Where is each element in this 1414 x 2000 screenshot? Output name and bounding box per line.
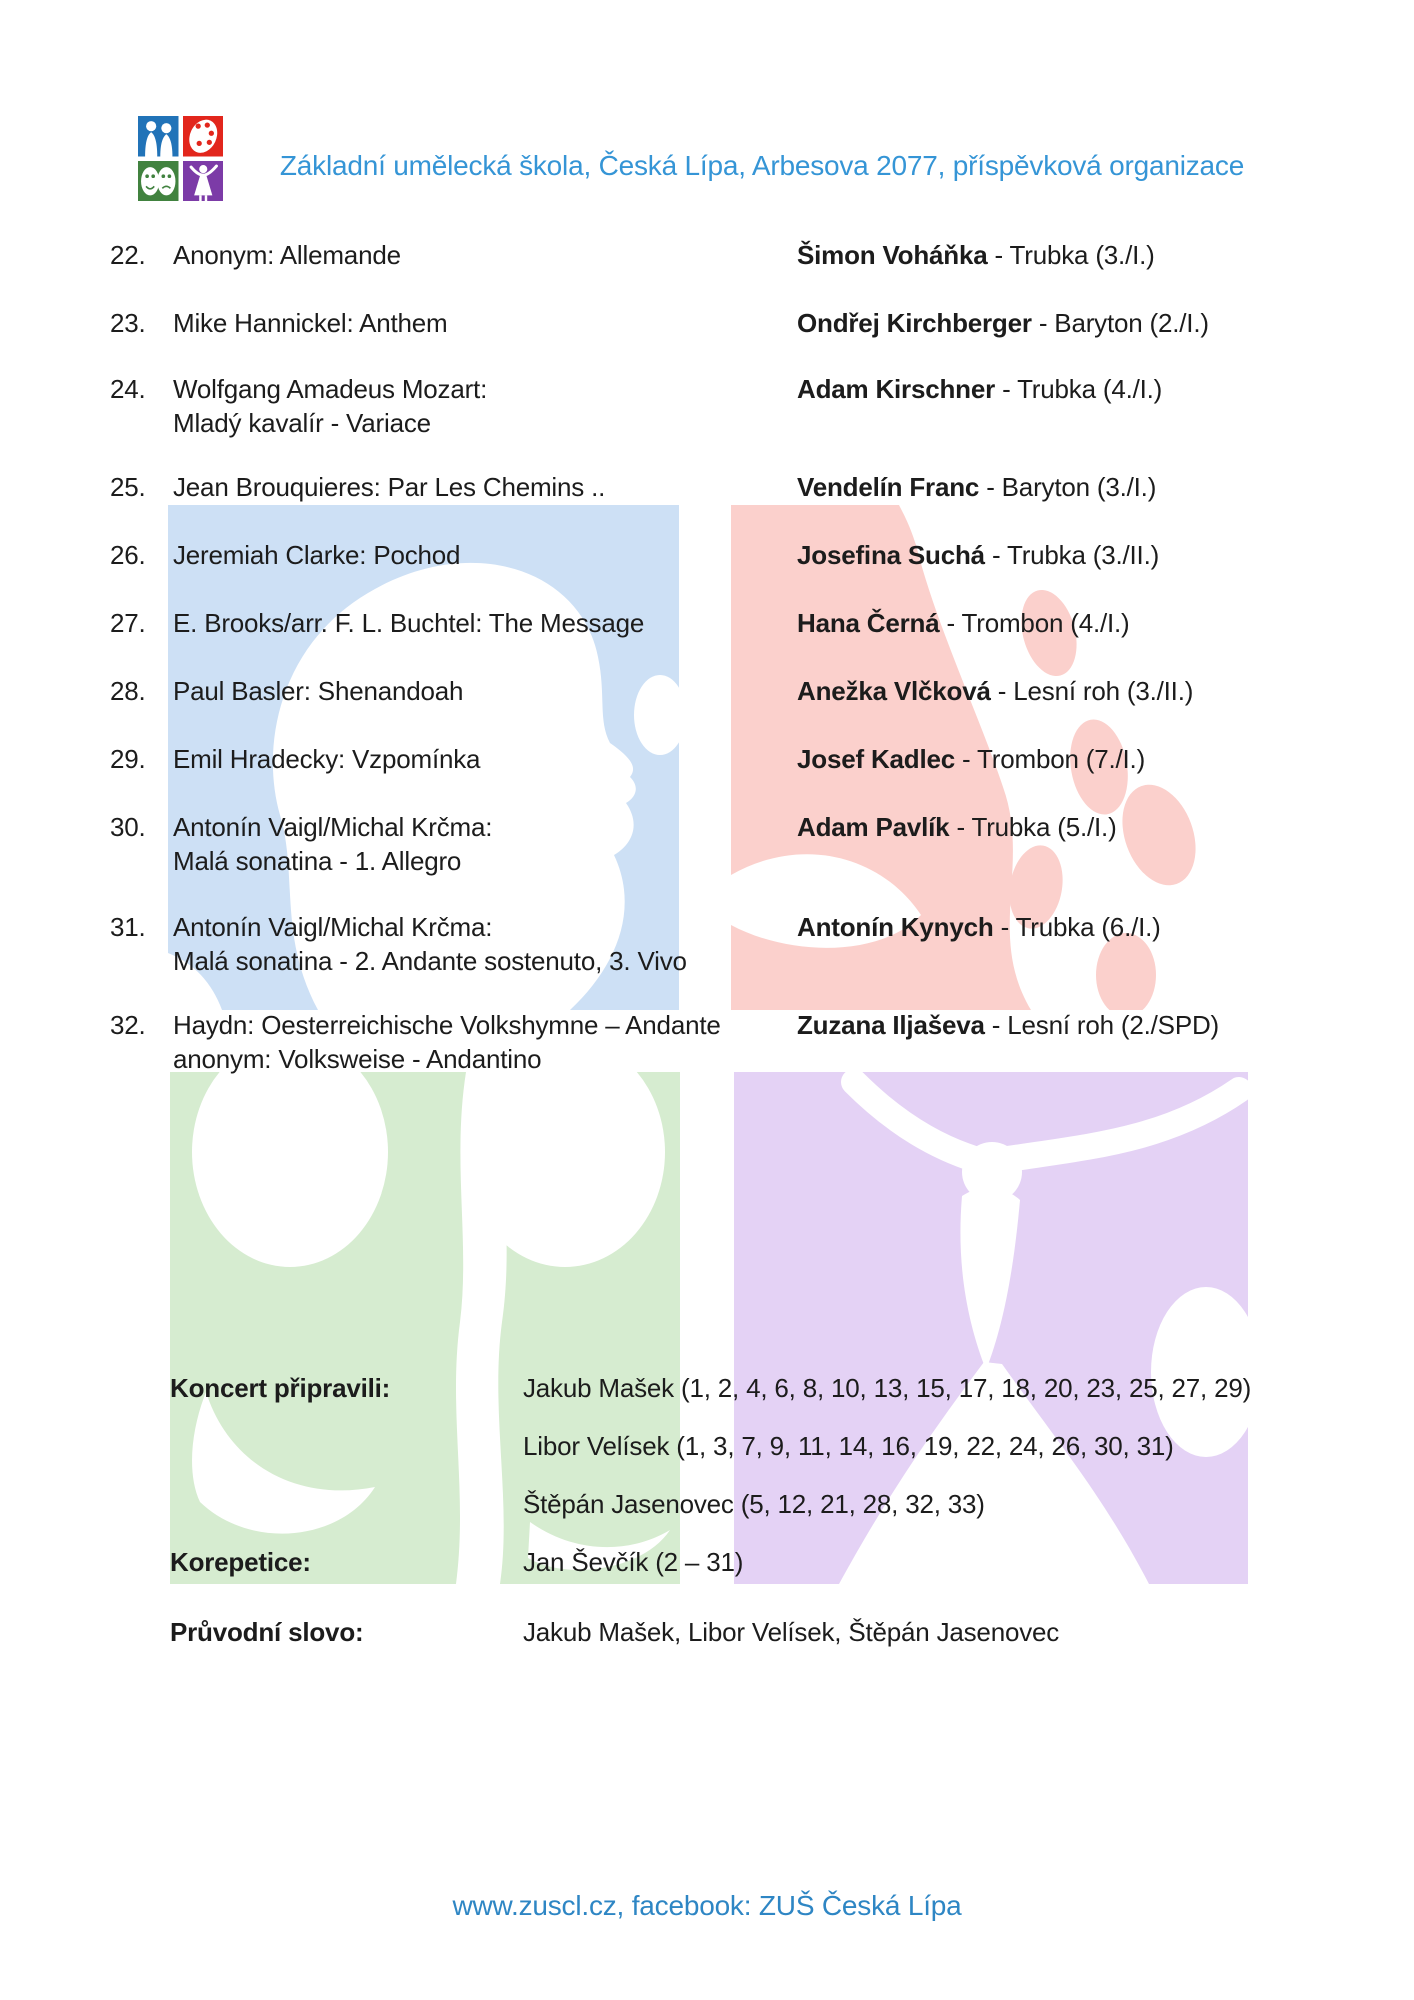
piece-title <box>173 538 803 572</box>
performer <box>797 306 1397 340</box>
performer-role: - Lesní roh (2./SPD) <box>991 1010 1219 1040</box>
credits-prepared-value-3: Štěpán Jasenovec (5, 12, 21, 28, 32, 33) <box>523 1489 985 1519</box>
piece-title <box>173 306 803 340</box>
footer-links: www.zuscl.cz, facebook: ZUŠ Česká Lípa <box>452 1890 962 1921</box>
credits-prepared-value-2: Libor Velísek (1, 3, 7, 9, 11, 14, 16, 19, 22, 24, 26, 30, 31) <box>523 1431 1174 1461</box>
performer <box>797 606 1397 640</box>
credits-korepetice-label: Korepetice: <box>170 1547 311 1577</box>
credits-prepared-label: Koncert připravili: <box>170 1373 391 1403</box>
performer <box>797 810 1397 844</box>
piece-title-line1: Anonym: Allemande <box>173 240 401 270</box>
performer-name: Adam Pavlík <box>797 812 950 842</box>
performer-role: - Trubka (3./II.) <box>991 540 1160 570</box>
credits-korepetice-value: Jan Ševčík (2 – 31) <box>523 1547 744 1577</box>
piece-title <box>173 742 803 776</box>
item-number: 27. <box>110 608 146 638</box>
piece-title <box>173 910 803 978</box>
piece-title <box>173 372 803 440</box>
item-number: 23. <box>110 308 146 338</box>
piece-title-line2: anonym: Volksweise - Andantino <box>173 1044 542 1074</box>
performer-name: Ondřej Kirchberger <box>797 308 1032 338</box>
item-number: 30. <box>110 812 146 842</box>
piece-title-line1: Haydn: Oesterreichische Volkshymne – Andante <box>173 1010 721 1040</box>
piece-title <box>173 606 803 640</box>
piece-title <box>173 810 803 878</box>
piece-title <box>173 238 803 272</box>
piece-title-line1: Wolfgang Amadeus Mozart: <box>173 374 488 404</box>
piece-title-line1: Jean Brouquieres: Par Les Chemins .. <box>173 472 606 502</box>
performer <box>797 910 1397 944</box>
performer-role: - Baryton (3./I.) <box>986 472 1157 502</box>
performer-name: Vendelín Franc <box>797 472 980 502</box>
item-number: 24. <box>110 374 146 404</box>
performer-name: Antonín Kynych <box>797 912 994 942</box>
performer-name: Josef Kadlec <box>797 744 956 774</box>
performer-name: Josefina Suchá <box>797 540 985 570</box>
performer-role: - Lesní roh (3./II.) <box>997 676 1194 706</box>
performer-role: - Trubka (4./I.) <box>1002 374 1163 404</box>
performer <box>797 238 1397 272</box>
item-number: 32. <box>110 1010 146 1040</box>
item-number: 29. <box>110 744 146 774</box>
piece-title <box>173 1008 803 1076</box>
performer-role: - Trubka (3./I.) <box>994 240 1155 270</box>
item-number: 25. <box>110 472 146 502</box>
performer <box>797 742 1397 776</box>
performer-name: Anežka Vlčková <box>797 676 991 706</box>
piece-title-line2: Malá sonatina - 1. Allegro <box>173 846 462 876</box>
performer-name: Hana Černá <box>797 608 940 638</box>
performer <box>797 674 1397 708</box>
piece-title-line1: Antonín Vaigl/Michal Krčma: <box>173 812 493 842</box>
piece-title-line1: Paul Basler: Shenandoah <box>173 676 464 706</box>
piece-title-line2: Malá sonatina - 2. Andante sostenuto, 3. Vivo <box>173 946 687 976</box>
piece-title-line1: Mike Hannickel: Anthem <box>173 308 448 338</box>
performer-role: - Trubka (6./I.) <box>1000 912 1161 942</box>
credits-prepared-value-1: Jakub Mašek (1, 2, 4, 6, 8, 10, 13, 15, 17, 18, 20, 23, 25, 27, 29) <box>523 1373 1252 1403</box>
performer <box>797 372 1397 406</box>
performer-name: Zuzana Iljaševa <box>797 1010 985 1040</box>
performer <box>797 1008 1397 1042</box>
performer-role: - Baryton (2./I.) <box>1038 308 1209 338</box>
performer <box>797 470 1397 504</box>
piece-title-line1: E. Brooks/arr. F. L. Buchtel: The Message <box>173 608 645 638</box>
item-number: 31. <box>110 912 146 942</box>
item-number: 28. <box>110 676 146 706</box>
performer-name: Adam Kirschner <box>797 374 996 404</box>
performer-role: - Trombon (4./I.) <box>946 608 1130 638</box>
performer-role: - Trombon (7./I.) <box>962 744 1146 774</box>
item-number: 26. <box>110 540 146 570</box>
credits-pruvodni-label: Průvodní slovo: <box>170 1617 364 1647</box>
piece-title <box>173 470 803 504</box>
piece-title-line1: Jeremiah Clarke: Pochod <box>173 540 461 570</box>
piece-title <box>173 674 803 708</box>
piece-title-line2: Mladý kavalír - Variace <box>173 408 431 438</box>
item-number: 22. <box>110 240 146 270</box>
piece-title-line1: Antonín Vaigl/Michal Krčma: <box>173 912 493 942</box>
page-title: Základní umělecká škola, Česká Lípa, Arbesova 2077, příspěvková organizace <box>279 150 1245 181</box>
performer <box>797 538 1397 572</box>
piece-title-line1: Emil Hradecky: Vzpomínka <box>173 744 481 774</box>
performer-name: Šimon Voháňka <box>797 240 988 270</box>
performer-role: - Trubka (5./I.) <box>956 812 1117 842</box>
credits-pruvodni-value: Jakub Mašek, Libor Velísek, Štěpán Jasenovec <box>523 1617 1060 1647</box>
